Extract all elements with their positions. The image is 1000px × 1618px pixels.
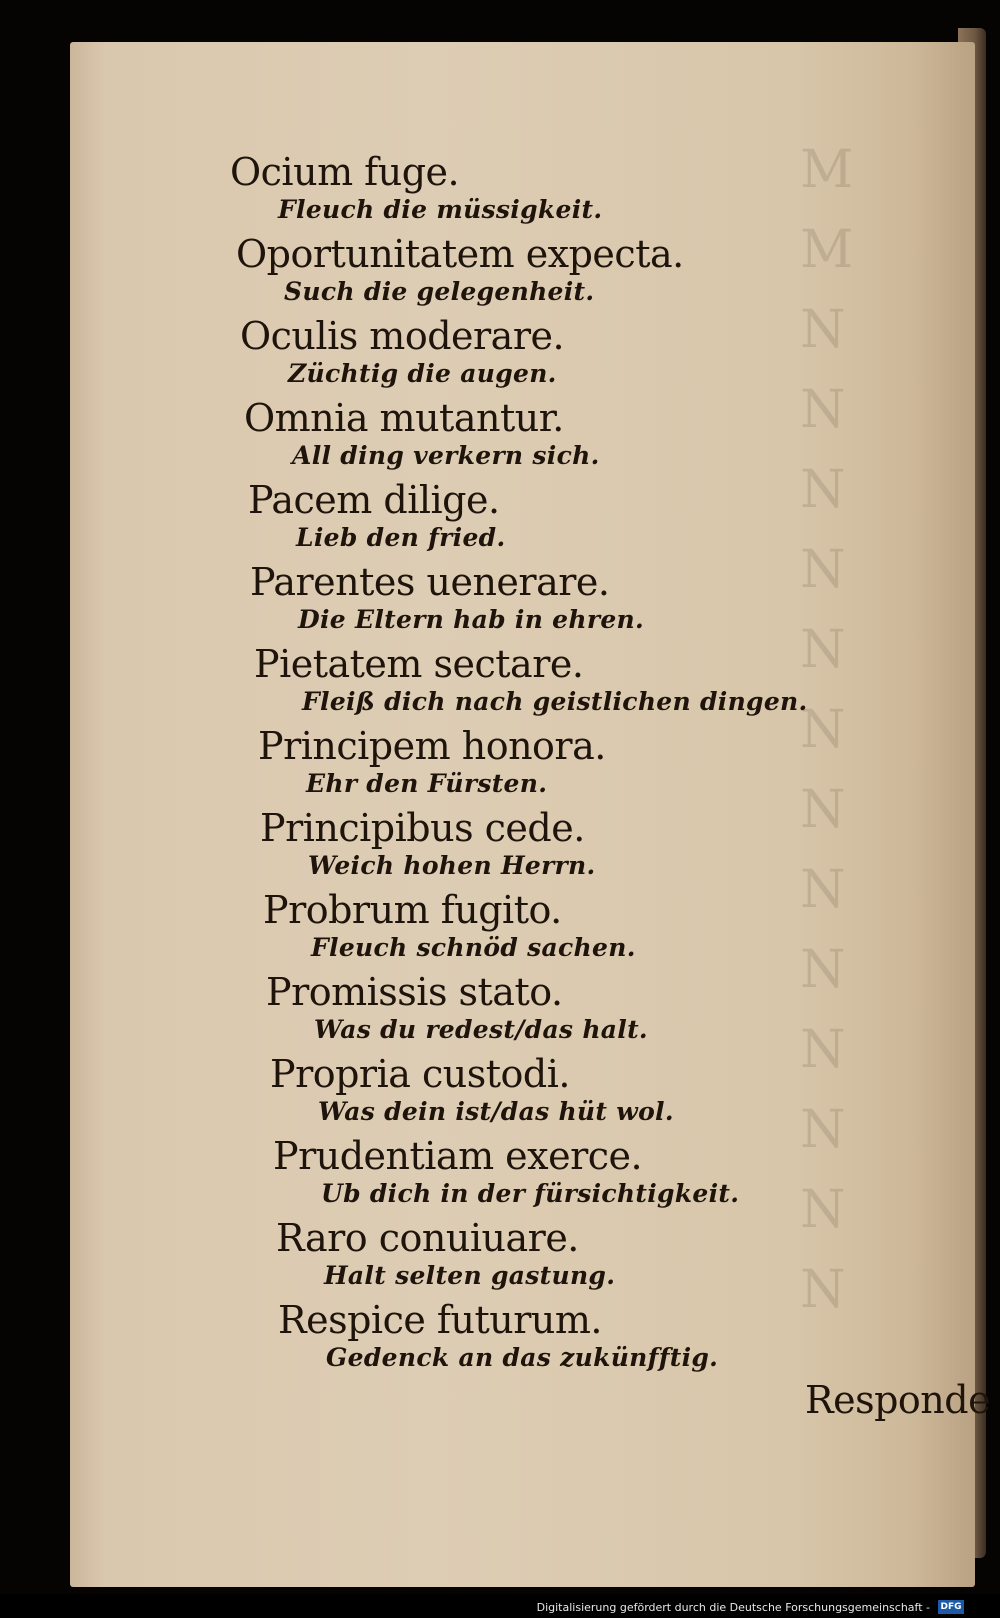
latin-maxim: Respice futurum. xyxy=(278,1298,602,1342)
entry xyxy=(254,642,814,724)
latin-maxim: Oportunitatem expecta. xyxy=(236,232,684,276)
entry xyxy=(266,970,826,1052)
entry xyxy=(230,150,790,232)
german-translation: Die Eltern hab in ehren. xyxy=(298,605,645,634)
german-translation: Fleuch die müssigkeit. xyxy=(278,195,603,224)
latin-maxim: Promissis stato. xyxy=(266,970,563,1014)
entry xyxy=(258,724,818,806)
german-translation: Ub dich in der fürsichtigkeit. xyxy=(321,1179,740,1208)
footer-bar xyxy=(0,1594,1000,1618)
latin-maxim: Principem honora. xyxy=(258,724,606,768)
latin-maxim: Propria custodi. xyxy=(270,1052,570,1096)
latin-maxim: Ocium fuge. xyxy=(230,150,460,194)
entry xyxy=(240,314,800,396)
entry-list xyxy=(230,150,808,1380)
german-translation: Such die gelegenheit. xyxy=(284,277,595,306)
funding-notice: Digitalisierung gefördert durch die Deutsche Forschungsgemeinschaft - xyxy=(536,1601,930,1614)
latin-maxim: Principibus cede. xyxy=(260,806,585,850)
german-translation: Fleuch schnöd sachen. xyxy=(311,933,636,962)
entry xyxy=(278,1298,838,1380)
entry xyxy=(236,232,796,314)
entry xyxy=(273,1134,833,1216)
entry xyxy=(276,1216,836,1298)
entry xyxy=(250,560,810,642)
german-translation: Halt selten gastung. xyxy=(324,1261,616,1290)
german-translation: Züchtig die augen. xyxy=(288,359,557,388)
entry xyxy=(248,478,808,560)
entry xyxy=(263,888,823,970)
latin-maxim: Pietatem sectare. xyxy=(254,642,584,686)
german-translation: All ding verkern sich. xyxy=(292,441,600,470)
latin-maxim: Prudentiam exerce. xyxy=(273,1134,643,1178)
catchword: Responde xyxy=(805,1378,991,1422)
entry xyxy=(244,396,804,478)
entry xyxy=(260,806,820,888)
entry xyxy=(270,1052,830,1134)
latin-maxim: Omnia mutantur. xyxy=(244,396,564,440)
german-translation: Was du redest/das halt. xyxy=(314,1015,648,1044)
german-translation: Fleiß dich nach geistlichen dingen. xyxy=(302,687,808,716)
german-translation: Weich hohen Herrn. xyxy=(308,851,596,880)
dfg-logo-icon: DFG xyxy=(938,1600,964,1614)
latin-maxim: Oculis moderare. xyxy=(240,314,565,358)
latin-maxim: Probrum fugito. xyxy=(263,888,562,932)
latin-maxim: Raro conuiuare. xyxy=(276,1216,579,1260)
latin-maxim: Pacem dilige. xyxy=(248,478,500,522)
german-translation: Was dein ist/das hüt wol. xyxy=(318,1097,674,1126)
german-translation: Lieb den fried. xyxy=(296,523,506,552)
german-translation: Ehr den Fürsten. xyxy=(306,769,548,798)
german-translation: Gedenck an das zukünfftig. xyxy=(326,1343,719,1372)
latin-maxim: Parentes uenerare. xyxy=(250,560,610,604)
